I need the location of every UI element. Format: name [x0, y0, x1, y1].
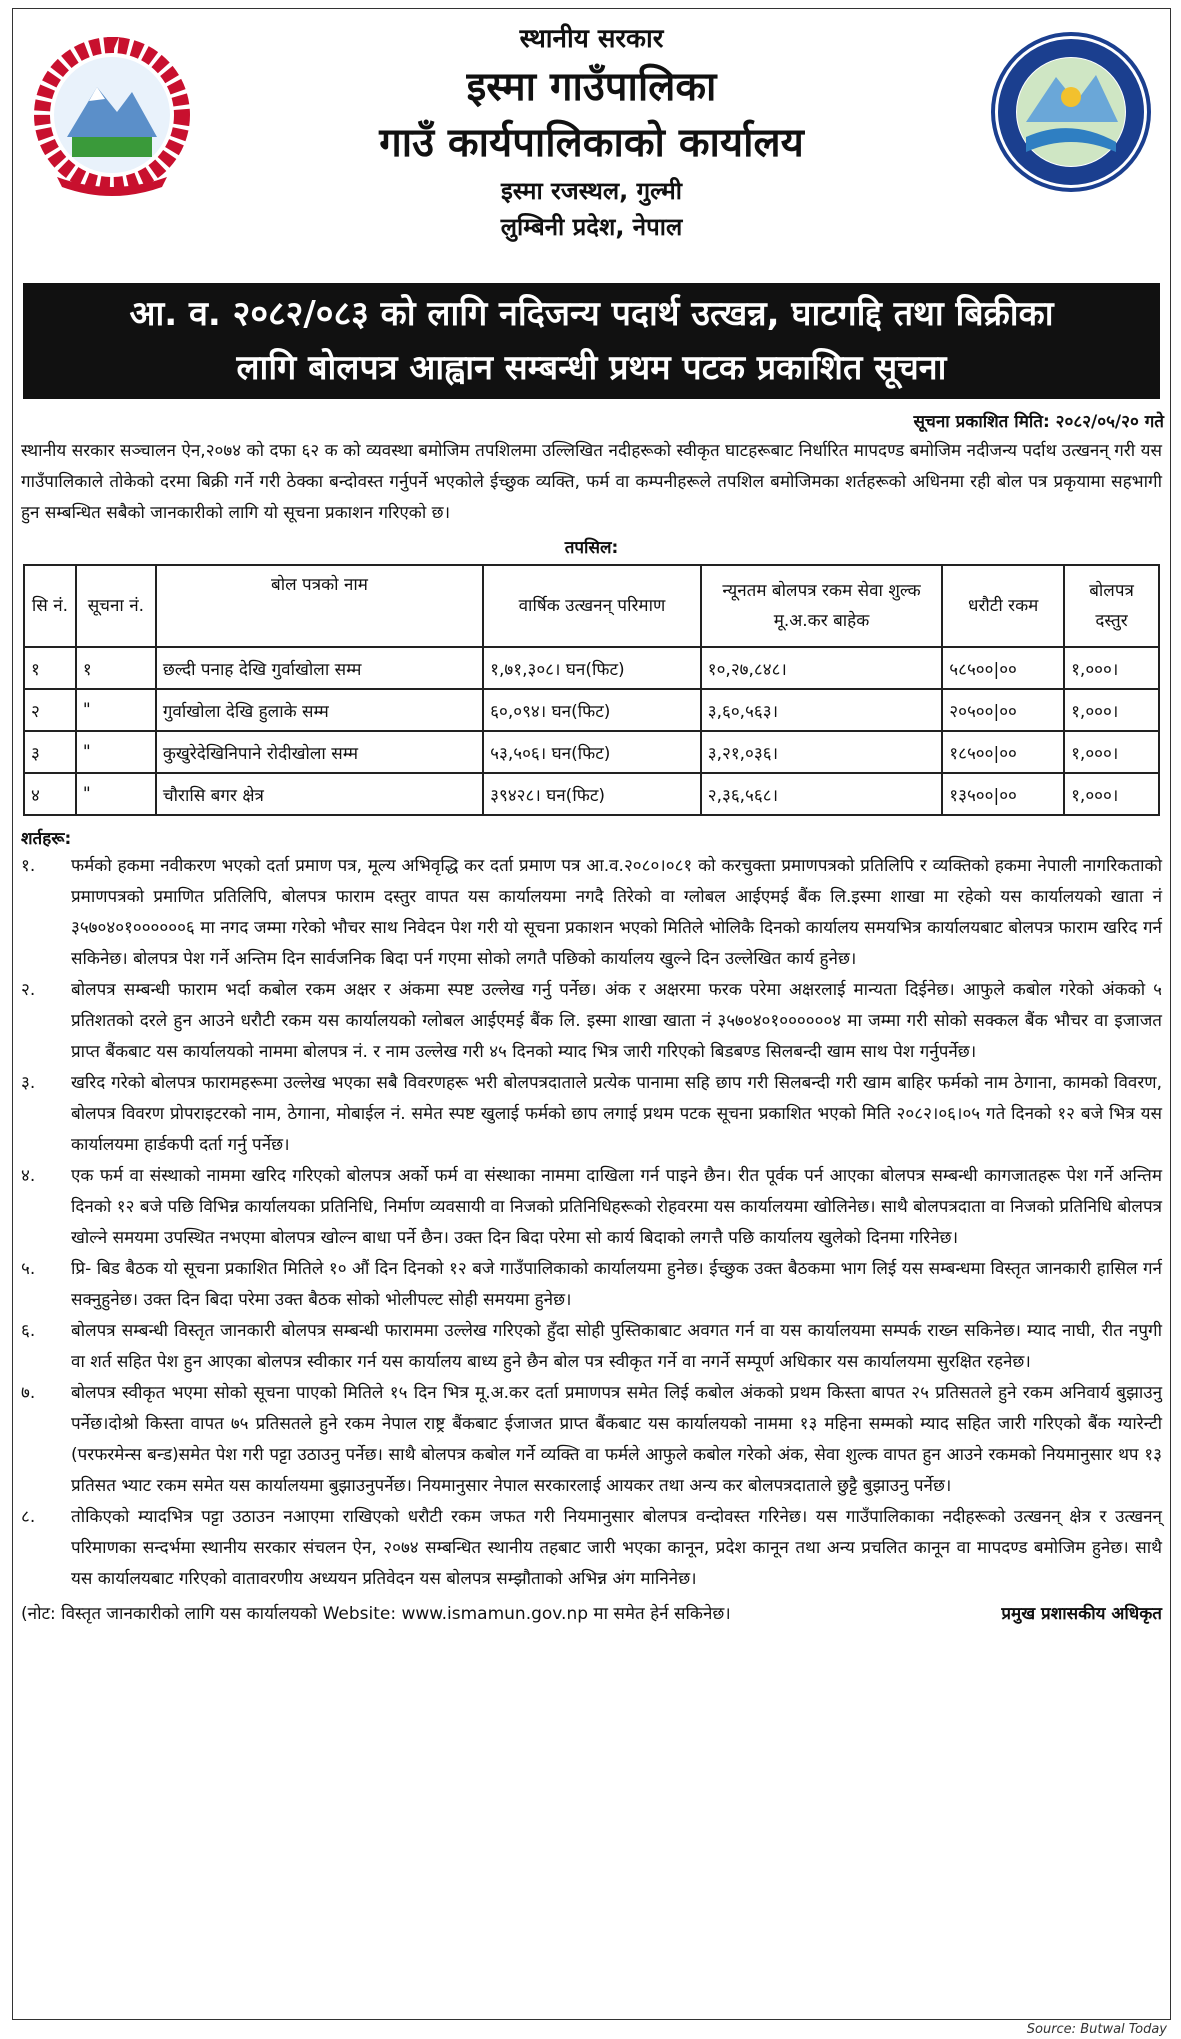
condition-text: तोकिएको म्यादभित्र पट्टा उठाउन नआएमा राखिएको धरौटी रकम जफत गरी नियमानुसार बोलपत्र वन्दोवस्त गरिनेछ। यस गाउँपालिकाका नदीहरूको उत्खनन् क्षेत्र र उत्खनन् परिमाणका सन्दर्भमा स्थानीय सरकार संचलन ऐन, २०७४ सम्बन्धित स्थानीय तहबाट जारी भएका कानून, प्रदेश कानून तथा अन्य प्रचलित कानून वा मापदण्ड बमोजिम हुनेछ। साथै यस कार्यालयबाट गरिएको वातावरणीय अध्ययन प्रतिवेदन यस बोलपत्र सम्झौताको अभिन्न अंग मानिनेछ।	[71, 1507, 1162, 1589]
condition-item	[13, 1316, 1162, 1378]
condition-text: बोलपत्र सम्बन्धी विस्तृत जानकारी बोलपत्र सम्बन्धी फाराममा उल्लेख गरिएको हुँदा सोही पुस्तिकाबाट अवगत गर्न वा यस कार्यालयमा सम्पर्क राख्न सकिनेछ। म्याद नाघी, रीत नपुगी वा शर्त सहित पेश हुन आएका बोलपत्र स्वीकार गर्न यस कार्यालय बाध्य हुने छैन बोल पत्र स्वीकृत गर्ने वा नगर्ने सम्पूर्ण अधिकार यस कार्यालयमा सुरक्षित रहनेछ।	[71, 1321, 1162, 1372]
column-header: सूचना नं.	[76, 565, 156, 647]
website-note: (नोट: विस्तृत जानकारीको लागि यस कार्यालयको Website: www.ismamun.gov.np मा समेत हेर्न सकिनेछ।	[21, 1604, 731, 1624]
nepal-emblem-logo	[27, 27, 197, 197]
table-cell: १३५००|००	[942, 773, 1064, 815]
condition-text: फर्मको हकमा नवीकरण भएको दर्ता प्रमाण पत्र, मूल्य अभिवृद्धि कर दर्ता प्रमाण पत्र आ.व.२०८०।०८१ को करचुक्ता प्रमाणपत्रको प्रतिलिपि र व्यक्तिको हकमा नेपाली नागरिकताको प्रमाणपत्रको प्रमाणित प्रतिलिपि, बोलपत्र फाराम दस्तुर वापत यस कार्यालयमा नगदै तिरेको वा ग्लोबल आईएमई बैंक लि.इस्मा शाखा मा रहेको यस कार्यालयको खाता नं ३५७०४०१००००००६ मा नगद जम्मा गरेको भौचर साथ निवेदन पेश गरी यो सूचना प्रकाशन भएको मितिले भोलिकै दिनको कार्यालय समयभित्र कार्यालयबाट बोलपत्र फाराम खरिद गर्न सकिनेछ। बोलपत्र पेश गर्ने अन्तिम दिन सार्वजनिक बिदा पर्न गएमा सोको लगतै पछिको कार्यालय खुल्ने दिन उल्लेखित कार्य हुनेछ।	[71, 856, 1162, 969]
column-header: बोल पत्रको नाम	[156, 565, 483, 647]
condition-text: बोलपत्र सम्बन्धी फाराम भर्दा कबोल रकम अक्षर र अंकमा स्पष्ट उल्लेख गर्नु पर्नेछ। अंक र अक्षरमा फरक परेमा अक्षरलाई मान्यता दिईनेछ। आफुले कबोल गरेको अंकको ५ प्रतिशतको दरले हुन आउने धरौटी रकम यस कार्यालयको ग्लोबल आईएमई बैंक लि. इस्मा शाखा खाता नं ३५७०४०१००००००४ मा जम्मा गरी सोको सक्कल बैंक भौचर वा इजाजत प्राप्त बैंकबाट यस कार्यालयको नाममा बोलपत्र नं. र नाम उल्लेख गरी ४५ दिनको म्याद भित्र जारी गरिएको बिडबण्ड सिलबन्दी खाम साथ पेश गर्नुपर्नेछ।	[71, 980, 1162, 1062]
table-cell: कुखुरेदेखिनिपाने रोदीखोला सम्म	[156, 731, 483, 773]
notice-page	[12, 8, 1171, 2020]
table-cell: २०५००|००	[942, 689, 1064, 731]
column-header: न्यूनतम बोलपत्र रकम सेवा शुल्क मू.अ.कर बाहेक	[701, 565, 943, 647]
column-header: सि नं.	[24, 565, 76, 647]
office-address: इस्मा रजस्थल, गुल्मी	[501, 176, 682, 205]
footer	[13, 1595, 1170, 1624]
tender-table	[23, 564, 1160, 816]
table-cell: १,०००।	[1064, 773, 1159, 815]
table-cell: १	[76, 647, 156, 689]
notice-title-line-1: आ. व. २०८२/०८३ को लागि नदिजन्य पदार्थ उत्खन्न, घाटगद्दि तथा बिक्रीका	[129, 294, 1054, 334]
header	[13, 9, 1170, 277]
column-header: धरौटी रकम	[942, 565, 1064, 647]
table-cell: १८५००|००	[942, 731, 1064, 773]
condition-text: प्रि- बिड बैठक यो सूचना प्रकाशित मितिले १० औं दिन दिनको १२ बजे गाउँपालिकाको कार्यालयमा हुनेछ। ईच्छुक उक्त बैठकमा भाग लिई यस सम्बन्धमा विस्तृत जानकारी हासिल गर्न सक्नुहुनेछ। उक्त दिन बिदा परेमा उक्त बैठक सोको भोलीपल्ट सोही समयमा हुनेछ।	[71, 1259, 1162, 1310]
table-row	[24, 731, 1159, 773]
table-cell: १	[24, 647, 76, 689]
condition-item	[13, 1502, 1162, 1595]
condition-text: एक फर्म वा संस्थाको नाममा खरिद गरिएको बोलपत्र अर्को फर्म वा संस्थाका नाममा दाखिला गर्न पाइने छैन। रीत पूर्वक पर्न आएका बोलपत्र सम्बन्धी कागजातहरू पेश गर्ने अन्तिम दिनको १२ बजे पछि विभिन्न कार्यालयका प्रतिनिधि, निर्माण व्यवसायी वा निजको प्रतिनिधिहरूको रोहवरमा यस कार्यालयमा खोलिनेछ। साथै बोलपत्रदाता वा निजको प्रतिनिधि बोलपत्र खोल्ने समयमा उपस्थित नभएमा बोलपत्र खोल्न बाधा पर्ने छैन। उक्त दिन बिदा परेमा सो कार्य बिदाको लगत्तै पछि कार्यालय खुलेको दिनमा गरिनेछ।	[71, 1166, 1162, 1248]
table-cell: ५८५००|००	[942, 647, 1064, 689]
conditions-list	[13, 851, 1170, 1595]
notice-title-line-2: लागि बोलपत्र आह्वान सम्बन्धी प्रथम पटक प्रकाशित सूचना	[236, 348, 947, 388]
publication-date: सूचना प्रकाशित मिति: २०८२/०५/२० गते	[913, 412, 1164, 432]
condition-number: ७.	[21, 1383, 36, 1403]
condition-number: ५.	[21, 1259, 36, 1279]
signatory-title: प्रमुख प्रशासकीय अधिकृत	[1001, 1604, 1162, 1624]
intro-paragraph: स्थानीय सरकार सञ्चालन ऐन,२०७४ को दफा ६२ क को व्यवस्था बमोजिम तपशिलमा उल्लिखित नदीहरूको स्वीकृत घाटहरूबाट निर्धारित मापदण्ड बमोजिम नदीजन्य पर्दाथ उत्खनन् गरी यस गाउँपालिकाले तोकेको दरमा बिक्री गर्ने गरी ठेक्का बन्दोवस्त गर्नुपर्ने भएकोले ईच्छुक व्यक्ति, फर्म वा कम्पनीहरूले तपशिल बमोजिमका शर्तहरूको अधिनमा रही बोल पत्र प्रकृयामा सहभागी हुन सम्बन्धित सबैको जानकारीको लागि यो सूचना प्रकाशन गरिएको छ।	[21, 441, 1162, 523]
table-cell: "	[76, 689, 156, 731]
table-row	[24, 773, 1159, 815]
table-cell: गुर्वाखोला देखि हुलाके सम्म	[156, 689, 483, 731]
table-cell: "	[76, 773, 156, 815]
table-row	[24, 647, 1159, 689]
source-credit: Source: Butwal Today	[1026, 2022, 1167, 2037]
province-country: लुम्बिनी प्रदेश, नेपाल	[500, 212, 683, 241]
condition-item	[13, 1378, 1162, 1502]
table-title: तपसिल:	[564, 538, 619, 558]
table-cell: ३,२१,०३६।	[701, 731, 943, 773]
table-cell: ५३,५०६। घन(फिट)	[483, 731, 701, 773]
municipality-name: इस्मा गाउँपालिका	[466, 63, 717, 110]
condition-text: खरिद गरेको बोलपत्र फारामहरूमा उल्लेख भएका सबै विवरणहरू भरी बोलपत्रदाताले प्रत्येक पानामा सहि छाप गरी सिलबन्दी गरी खाम बाहिर फर्मको नाम ठेगाना, कामको विवरण, बोलपत्र विवरण प्रोपराइटरको नाम, ठेगाना, मोबाईल नं. समेत स्पष्ट खुलाई फर्मको छाप लगाई प्रथम पटक सूचना प्रकाशित भएको मिति २०८२।०६।०५ गते दिनको १२ बजे भित्र यस कार्यालयमा हार्डकपी दर्ता गर्नु पर्नेछ।	[71, 1073, 1162, 1155]
table-cell: १,०००।	[1064, 647, 1159, 689]
table-header-row	[24, 565, 1159, 647]
table-cell: छल्दी पनाह देखि गुर्वाखोला सम्म	[156, 647, 483, 689]
table-cell: ३,६०,५६३।	[701, 689, 943, 731]
condition-item	[13, 1254, 1162, 1316]
condition-number: ६.	[21, 1321, 36, 1341]
conditions-title: शर्तहरू:	[21, 829, 72, 849]
table-row	[24, 689, 1159, 731]
column-header: बोलपत्र दस्तुर	[1064, 565, 1159, 647]
condition-number: ८.	[21, 1507, 36, 1527]
table-cell: २,३६,५६८।	[701, 773, 943, 815]
notice-title-banner	[23, 283, 1160, 399]
table-cell: "	[76, 731, 156, 773]
condition-text: बोलपत्र स्वीकृत भएमा सोको सूचना पाएको मितिले १५ दिन भित्र मू.अ.कर दर्ता प्रमाणपत्र समेत लिई कबोल अंकको प्रथम किस्ता बापत २५ प्रतिसतले हुने रकम अनिवार्य बुझाउनु पर्नेछ।दोश्रो किस्ता वापत ७५ प्रतिसतले हुने रकम नेपाल राष्ट्र बैंकबाट ईजाजत प्राप्त बैंकबाट यस कार्यालयको नाममा १३ महिना सम्मको म्याद सहित जारी गरिएको बैंक ग्यारेन्टी (परफरमेन्स बन्ड)समेत पेश गरी पट्टा उठाउनु पर्नेछ। साथै बोलपत्र कबोल गर्ने व्यक्ति वा फर्मले आफुले कबोल गरेको अंक, सेवा शुल्क वापत हुन आउने रकमको नियमानुसार थप १३ प्रतिसत भ्याट रकम समेत यस कार्यालयमा बुझाउनुपर्नेछ। नियमानुसार नेपाल सरकारलाई आयकर तथा अन्य कर बोलपत्रदाताले छुट्टै बुझाउनु पर्नेछ।	[71, 1383, 1162, 1496]
condition-item	[13, 851, 1162, 975]
condition-item	[13, 1068, 1162, 1161]
table-cell: २	[24, 689, 76, 731]
condition-number: २.	[21, 980, 36, 1000]
table-cell: ३९४२८। घन(फिट)	[483, 773, 701, 815]
table-cell: १०,२७,८४८।	[701, 647, 943, 689]
condition-number: ३.	[21, 1073, 36, 1093]
condition-number: ४.	[21, 1166, 36, 1186]
condition-item	[13, 1161, 1162, 1254]
municipality-logo	[986, 27, 1156, 197]
column-header: वार्षिक उत्खनन् परिमाण	[483, 565, 701, 647]
table-cell: चौरासि बगर क्षेत्र	[156, 773, 483, 815]
table-cell: ३	[24, 731, 76, 773]
condition-item	[13, 975, 1162, 1068]
table-cell: १,०००।	[1064, 731, 1159, 773]
table-cell: १,०००।	[1064, 689, 1159, 731]
table-cell: ४	[24, 773, 76, 815]
header-line-1: स्थानीय सरकार	[519, 24, 664, 54]
table-cell: १,७१,३०८। घन(फिट)	[483, 647, 701, 689]
table-cell: ६०,०९४। घन(फिट)	[483, 689, 701, 731]
condition-number: १.	[21, 856, 36, 876]
office-name: गाउँ कार्यपालिकाको कार्यालय	[379, 119, 804, 166]
